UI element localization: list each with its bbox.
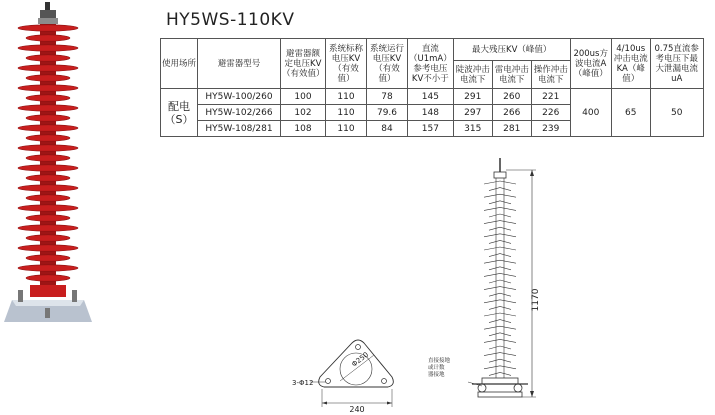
model-cell: HY5W-108/281 <box>198 121 281 137</box>
holes-label: 3-Φ12 <box>292 379 314 387</box>
arrester-photo <box>0 0 100 330</box>
rated-cell: 108 <box>281 121 326 137</box>
header-square: 200us方波电流A（峰值） <box>570 39 611 89</box>
dc-cell: 145 <box>408 89 454 105</box>
header-rated: 避雷器额定电压KV（有效值） <box>281 39 326 89</box>
header-dc: 直流（U1mA）参考电压KV不小于 <box>408 39 454 89</box>
model-cell: HY5W-100/260 <box>198 89 281 105</box>
model-cell: HY5W-102/266 <box>198 105 281 121</box>
operating-cell: 78 <box>367 89 408 105</box>
header-steep: 陡波冲击电流下 <box>453 61 492 89</box>
spec-table <box>160 38 704 137</box>
square-cell: 400 <box>570 89 611 137</box>
product-title: HY5WS-110KV <box>166 10 295 30</box>
operating-cell: 84 <box>367 121 408 137</box>
lightning-cell: 260 <box>492 89 531 105</box>
header-model: 避雷器型号 <box>198 39 281 89</box>
height-dimension: 1170 <box>531 288 541 312</box>
use-cell: 配电（S） <box>161 89 198 137</box>
header-use: 使用场所 <box>161 39 198 89</box>
lightning-cell: 266 <box>492 105 531 121</box>
header-residual-group: 最大残压KV（峰值） <box>453 39 570 61</box>
system-cell: 110 <box>326 121 367 137</box>
base-plate-drawing <box>292 335 420 414</box>
outline-drawing <box>420 150 560 410</box>
switching-cell: 239 <box>531 121 570 137</box>
rated-cell: 102 <box>281 105 326 121</box>
header-leakage: 0.75直流参考电压下最大泄漏电流uA <box>650 39 703 89</box>
system-cell: 110 <box>326 105 367 121</box>
plate-diameter: Φ250 <box>350 350 371 369</box>
operating-cell: 79.6 <box>367 105 408 121</box>
dc-cell: 148 <box>408 105 454 121</box>
header-impulse: 4/10us冲击电流KA（峰值） <box>611 39 650 89</box>
steep-cell: 291 <box>453 89 492 105</box>
system-cell: 110 <box>326 89 367 105</box>
impulse-cell: 65 <box>611 89 650 137</box>
dc-cell: 157 <box>408 121 454 137</box>
header-lightning: 雷电冲击电流下 <box>492 61 531 89</box>
lightning-cell: 281 <box>492 121 531 137</box>
header-operating: 系统运行电压KV（有效值） <box>367 39 408 89</box>
switching-cell: 221 <box>531 89 570 105</box>
switching-cell: 226 <box>531 105 570 121</box>
header-system: 系统标称电压KV（有效值） <box>326 39 367 89</box>
steep-cell: 297 <box>453 105 492 121</box>
rated-cell: 100 <box>281 89 326 105</box>
leakage-cell: 50 <box>650 89 703 137</box>
table-row <box>161 89 704 105</box>
header-switching: 操作冲击电流下 <box>531 61 570 89</box>
plate-width: 240 <box>349 405 365 414</box>
grounding-note: 直接接地 或计数 器接地 <box>428 358 451 378</box>
steep-cell: 315 <box>453 121 492 137</box>
